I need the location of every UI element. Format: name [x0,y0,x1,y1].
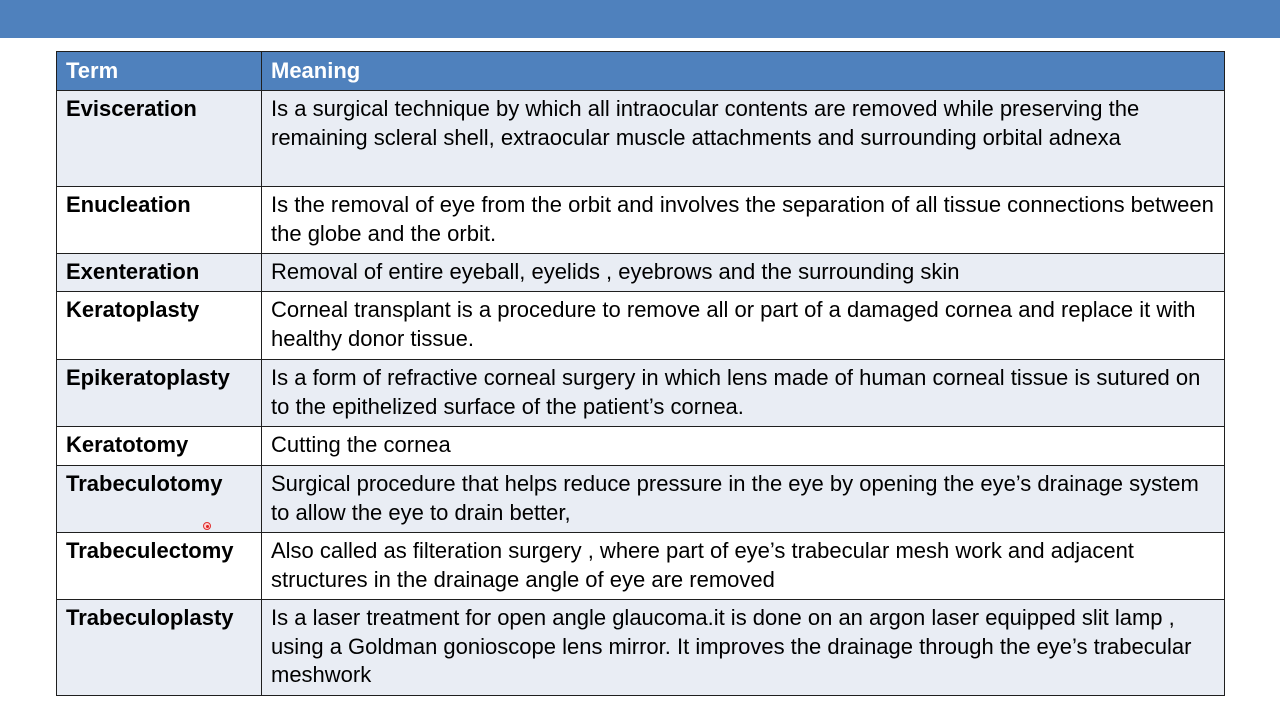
term-cell: Evisceration [57,91,262,187]
term-cell: Epikeratoplasty [57,360,262,427]
header-term: Term [57,52,262,91]
title-band [0,0,1280,38]
meaning-cell: Is the removal of eye from the orbit and involves the separation of all tissue connections between the globe and the orbit. [262,187,1225,254]
table-row [57,600,1225,696]
meaning-cell: Is a surgical technique by which all intraocular contents are removed while preserving the remaining scleral shell, extraocular muscle attachments and surrounding orbital adnexa [262,91,1225,187]
term-cell: Keratoplasty [57,292,262,360]
meaning-cell: Removal of entire eyeball, eyelids , eyebrows and the surrounding skin [262,254,1225,292]
term-cell: Trabeculectomy [57,533,262,600]
meaning-cell: Also called as filteration surgery , where part of eye’s trabecular mesh work and adjacent structures in the drainage angle of eye are removed [262,533,1225,600]
header-row [57,52,1225,91]
table-row [57,187,1225,254]
term-cell: Keratotomy [57,427,262,466]
term-cell: Exenteration [57,254,262,292]
pointer-cursor [203,522,211,530]
table-row [57,427,1225,466]
table-row [57,533,1225,600]
table-row [57,91,1225,187]
table-row [57,360,1225,427]
table-row [57,254,1225,292]
header-meaning: Meaning [262,52,1225,91]
meaning-cell: Is a laser treatment for open angle glaucoma.it is done on an argon laser equipped slit lamp , using a Goldman gonioscope lens mirror. It improves the drainage through the eye’s trabecular meshwork [262,600,1225,696]
table-row [57,292,1225,360]
term-cell: Enucleation [57,187,262,254]
table-row [57,466,1225,533]
terms-table [56,51,1225,696]
term-cell: Trabeculotomy [57,466,262,533]
meaning-cell: Corneal transplant is a procedure to remove all or part of a damaged cornea and replace it with healthy donor tissue. [262,292,1225,360]
term-cell: Trabeculoplasty [57,600,262,696]
meaning-cell: Surgical procedure that helps reduce pressure in the eye by opening the eye’s drainage system to allow the eye to drain better, [262,466,1225,533]
meaning-cell: Is a form of refractive corneal surgery in which lens made of human corneal tissue is sutured on to the epithelized surface of the patient’s cornea. [262,360,1225,427]
meaning-cell: Cutting the cornea [262,427,1225,466]
